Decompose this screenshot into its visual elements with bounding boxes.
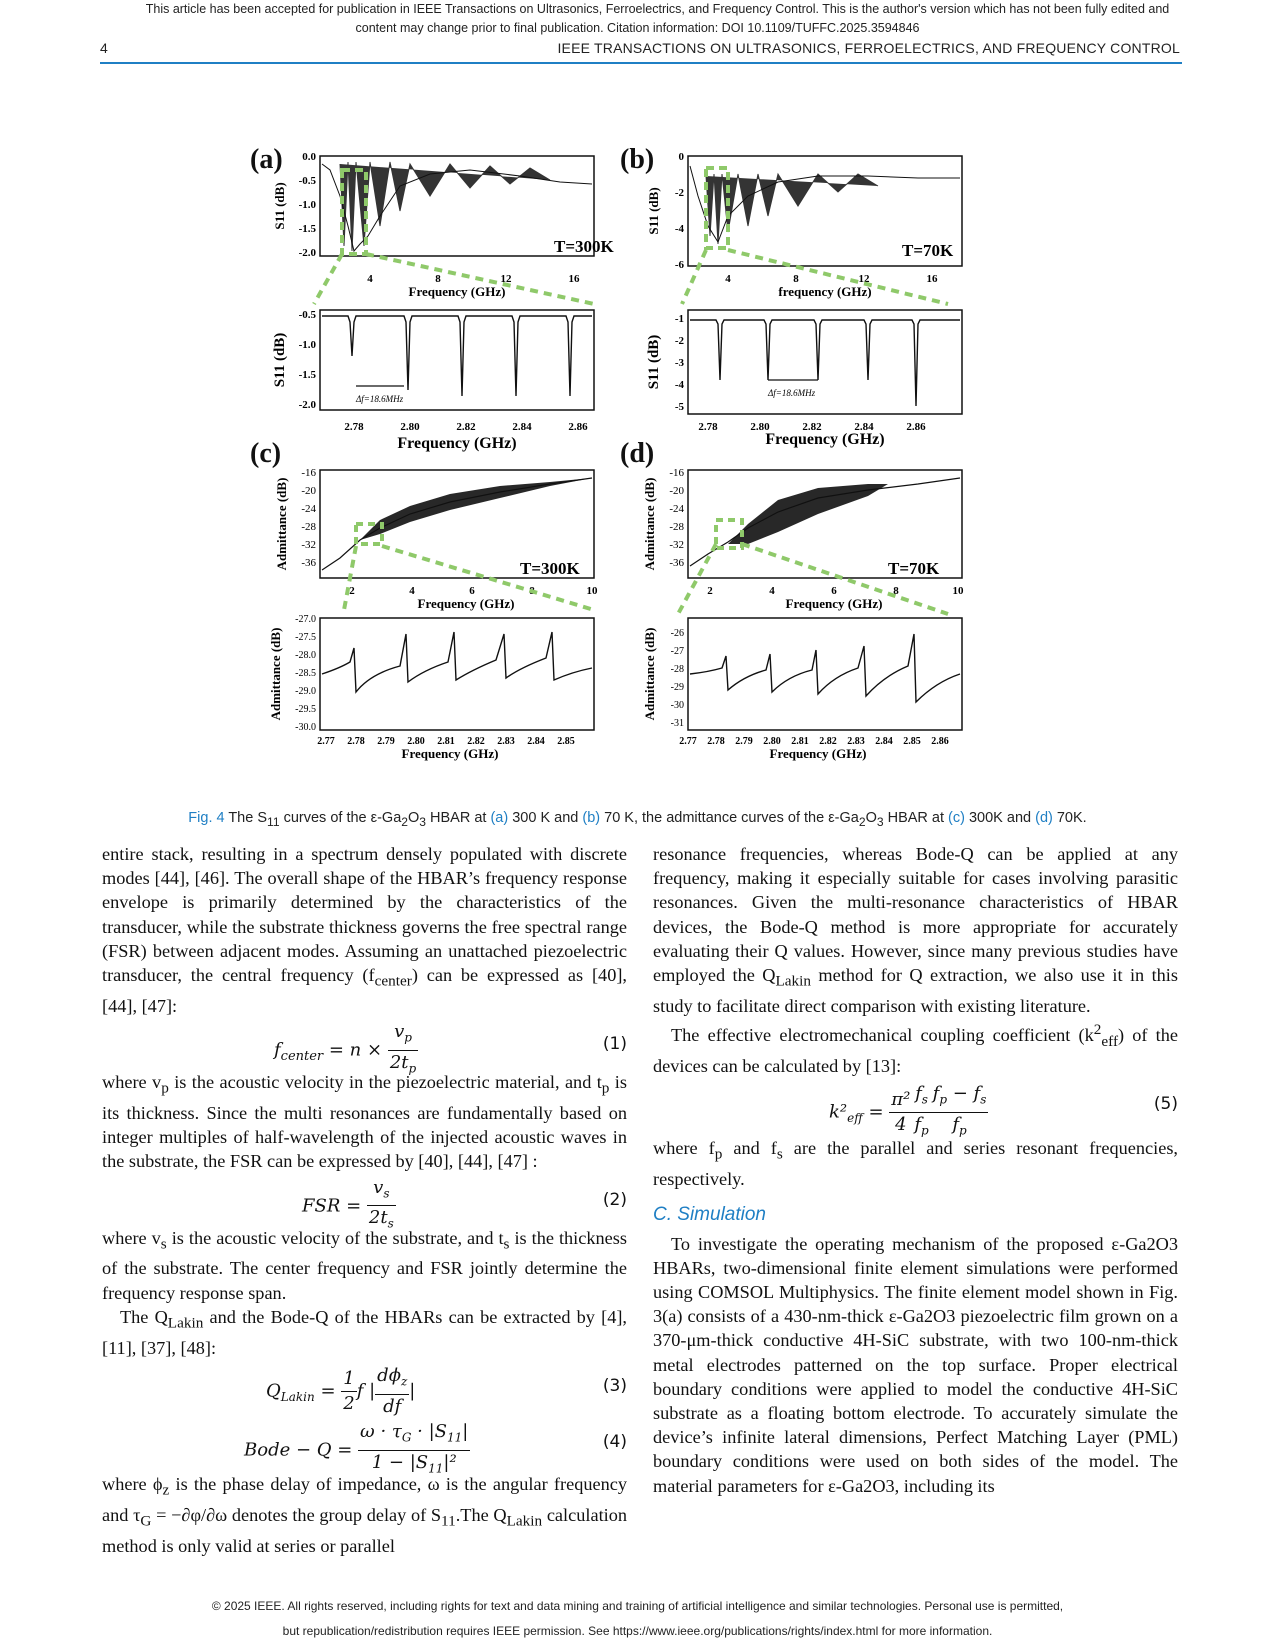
svg-text:Frequency (GHz): Frequency (GHz) (769, 746, 867, 761)
svg-text:-30.0: -30.0 (295, 722, 316, 733)
publication-notice (0, 0, 1275, 38)
footer-line-2: but republication/redistribution requires IEEE permission. See https://www.ieee.org/publications/rights/index.html for more information. (282, 1624, 993, 1638)
notice-line-2: content may change prior to final publication. Citation information: DOI 10.1109/TUFFC.2025.3594846 (355, 21, 920, 35)
svg-text:-2: -2 (674, 187, 684, 199)
svg-text:-28: -28 (670, 664, 684, 675)
svg-text:-29.5: -29.5 (295, 704, 316, 715)
page-number: 4 (100, 40, 108, 56)
svg-text:S11 (dB): S11 (dB) (272, 332, 288, 388)
svg-text:Admittance (dB): Admittance (dB) (642, 477, 657, 571)
panel-d-temp: T=70K (888, 559, 940, 578)
panel-a (272, 151, 615, 299)
svg-text:-20: -20 (669, 485, 684, 497)
equation-5: $k^2_{eff}$ = $\frac{\text{π²}}{4}$ $\frac{f_s}{f_p}$ $\frac{f_p - f_s}{f_p}$ (5) (829, 1083, 1178, 1138)
svg-text:-27.5: -27.5 (295, 632, 316, 643)
svg-text:2.77: 2.77 (679, 736, 697, 747)
svg-text:0.0: 0.0 (302, 151, 316, 163)
paragraph: resonance frequencies, whereas Bode-Q can be applied at any frequency, making it especially suitable for cases involving parasitic resonances. Given the multi-resonance characteristics of HBAR devices, the Bode-Q method is more appropriate for accurately evaluating their Q values. However, since many previous studies have employed the $Q_{Lakin}$ method for Q extraction, we also use it in this study to facilitate direct comparison with existing literature. (653, 844, 1178, 1016)
svg-text:-20: -20 (301, 485, 316, 497)
svg-text:Admittance (dB): Admittance (dB) (642, 627, 657, 721)
equation-1: $f_{center} = n$ × $\frac{v_p}{2t_p}$ (1) (274, 1021, 627, 1076)
svg-text:12: 12 (858, 273, 870, 285)
right-column (653, 842, 1178, 1498)
svg-text:2: 2 (707, 585, 713, 597)
svg-text:2.84: 2.84 (875, 736, 893, 747)
svg-text:2.84: 2.84 (512, 421, 532, 433)
svg-text:2.80: 2.80 (400, 421, 420, 433)
svg-text:2.82: 2.82 (467, 736, 485, 747)
svg-text:2.79: 2.79 (377, 736, 395, 747)
header-rule (100, 62, 1182, 64)
svg-text:-16: -16 (301, 467, 316, 479)
running-header (100, 40, 1180, 62)
panel-b-zoom (646, 310, 962, 448)
paragraph: To investigate the operating mechanism of the proposed ε-Ga2O3 HBARs, two-dimensional finite element simulations were performed using COMSOL Multiphysics. The finite element model shown in Fig. 3(a) consists of a 430-nm-thick ε-Ga2O3 piezoelectric film grown on a 370-μm-thick conductive 4H-SiC substrate, with two 100-nm-thick metal electrodes patterned on the top surface. Proper electrical boundary conditions were applied to model the conductive 4H-SiC substrate as a floating bottom electrode. To accurately simulate the device’s infinite lateral dimensions, Perfect Matching Layer (PML) boundary conditions were used on both sides of the model. The material parameters for ε-Ga2O3, including its (653, 1233, 1178, 1496)
svg-text:Frequency (GHz): Frequency (GHz) (397, 435, 517, 452)
svg-text:-26: -26 (670, 628, 684, 639)
svg-text:2.77: 2.77 (317, 736, 335, 747)
panel-c (274, 467, 598, 611)
svg-text:-31: -31 (670, 718, 684, 729)
svg-text:-2.0: -2.0 (298, 247, 316, 259)
svg-text:-30: -30 (670, 700, 684, 711)
svg-text:0: 0 (678, 151, 684, 163)
svg-text:-16: -16 (669, 467, 684, 479)
svg-text:10: 10 (586, 585, 598, 597)
svg-text:-0.5: -0.5 (298, 309, 316, 321)
svg-text:Frequency (GHz): Frequency (GHz) (417, 596, 515, 611)
svg-text:4: 4 (769, 585, 775, 597)
svg-text:frequency (GHz): frequency (GHz) (778, 284, 872, 299)
svg-text:2.81: 2.81 (437, 736, 455, 747)
svg-text:2.82: 2.82 (456, 421, 476, 433)
section-heading: C. Simulation (653, 1204, 766, 1226)
svg-text:-36: -36 (669, 557, 684, 569)
paragraph: The $Q_{Lakin}$ and the Bode-Q of the HBARs can be extracted by [4], [11], [37], [48]: (102, 1306, 627, 1358)
equation-4: Bode − Q = $\frac{\omega \cdot \tau_G \cdot |S_{11}|}{1 - |S_{11}|^2}$ (4) (244, 1420, 627, 1476)
paragraph: entire stack, resulting in a spectrum densely populated with discrete modes [44], [46]. The overall shape of the HBAR’s frequency response envelope is primarily determined by the characteristics of the transducer, while the substrate thickness governs the free spectral range (FSR) between adjacent modes. Assuming an unattached piezoelectric transducer, the central frequency $(f_{center})$ can be expressed as [40], [44], [47]: (102, 844, 627, 1016)
svg-text:2.84: 2.84 (527, 736, 545, 747)
svg-text:2.78: 2.78 (344, 421, 364, 433)
svg-text:8: 8 (793, 273, 799, 285)
svg-text:2.85: 2.85 (903, 736, 921, 747)
svg-text:2.80: 2.80 (750, 421, 770, 433)
svg-text:-1: -1 (674, 313, 684, 325)
svg-text:-6: -6 (674, 259, 684, 271)
svg-text:-2.0: -2.0 (298, 399, 316, 411)
svg-text:8: 8 (435, 273, 441, 285)
svg-text:6: 6 (469, 585, 475, 597)
svg-text:-32: -32 (669, 539, 684, 551)
svg-text:-1.5: -1.5 (298, 223, 316, 235)
footer-line-1: © 2025 IEEE. All rights reserved, including rights for text and data mining and training of artificial intelligence and similar technologies. Personal use is permitted, (211, 1599, 1064, 1613)
svg-text:6: 6 (831, 585, 837, 597)
panel-d-label: (d) (620, 438, 655, 469)
svg-text:4: 4 (409, 585, 415, 597)
svg-text:S11 (dB): S11 (dB) (272, 182, 287, 230)
svg-text:2.83: 2.83 (847, 736, 865, 747)
svg-text:-27: -27 (670, 646, 684, 657)
svg-text:-2: -2 (674, 335, 684, 347)
svg-text:16: 16 (926, 273, 938, 285)
svg-text:2.82: 2.82 (802, 421, 822, 433)
svg-text:-4: -4 (674, 223, 684, 235)
svg-text:8: 8 (893, 585, 899, 597)
svg-text:Admittance (dB): Admittance (dB) (268, 627, 283, 721)
svg-text:2.86: 2.86 (568, 421, 588, 433)
copyright-footer (0, 1594, 1275, 1644)
svg-text:Admittance (dB): Admittance (dB) (274, 477, 289, 571)
svg-text:2.78: 2.78 (347, 736, 365, 747)
svg-text:4: 4 (725, 273, 731, 285)
svg-text:-28.0: -28.0 (295, 650, 316, 661)
svg-text:Δf=18.6MHz: Δf=18.6MHz (356, 394, 404, 404)
svg-text:10: 10 (952, 585, 964, 597)
panel-c-temp: T=300K (520, 559, 580, 578)
equation-2: FSR = $\frac{v_s}{2t_s}$ (2) (302, 1176, 627, 1231)
svg-text:12: 12 (500, 273, 512, 285)
svg-text:2.83: 2.83 (497, 736, 515, 747)
panel-a-label: (a) (250, 144, 283, 175)
panel-c-zoom (268, 614, 594, 761)
svg-text:Frequency (GHz): Frequency (GHz) (401, 746, 499, 761)
panel-a-temp: T=300K (554, 237, 614, 256)
svg-text:S11 (dB): S11 (dB) (646, 187, 661, 235)
paragraph: where $\phi_z$ is the phase delay of impedance, ω is the angular frequency and $\tau_G = -\partial\varphi/\partial\omega$ denotes the group delay of $S_{11}.The$ $Q_{Lakin}$ calculation method is only valid at series or parallel (102, 1473, 628, 1556)
svg-text:-1.0: -1.0 (298, 199, 316, 211)
paragraph: The effective electromechanical coupling coefficient $(k^2_{eff})$ of the devices can be calculated by [13]: (653, 1021, 1179, 1077)
panel-d-zoom (642, 618, 962, 761)
figure-caption: Fig. 4 The $S_{11}$ curves of the $\varepsilon-Ga_2O_3$ HBAR at (a) 300 K and (b) 70 K, the admittance curves of the $\varepsilon-Ga_2O_3$ HBAR at (c) 300K and (d) 70K. (188, 810, 1087, 829)
svg-text:2: 2 (349, 585, 355, 597)
svg-text:-29: -29 (670, 682, 684, 693)
svg-text:Δf=18.6MHz: Δf=18.6MHz (768, 388, 816, 398)
equation-3: $Q_{Lakin}$ = $\frac{1}{2}$ f | $\frac{d\phi_z}{df}$ | (3) (266, 1364, 627, 1417)
figure-4 (250, 140, 1018, 800)
svg-text:-28.5: -28.5 (295, 668, 316, 679)
panel-c-label: (c) (250, 438, 282, 469)
svg-text:2.78: 2.78 (698, 421, 718, 433)
svg-text:-0.5: -0.5 (298, 175, 316, 187)
svg-text:-3: -3 (674, 357, 684, 369)
svg-text:2.80: 2.80 (763, 736, 781, 747)
svg-text:4: 4 (367, 273, 373, 285)
svg-text:-36: -36 (301, 557, 316, 569)
svg-text:-29.0: -29.0 (295, 686, 316, 697)
svg-text:-28: -28 (669, 521, 684, 533)
left-column (102, 842, 627, 1558)
svg-text:S11 (dB): S11 (dB) (646, 334, 662, 390)
panel-b-temp: T=70K (902, 241, 954, 260)
svg-text:-32: -32 (301, 539, 316, 551)
svg-text:-4: -4 (674, 379, 684, 391)
svg-text:2.86: 2.86 (931, 736, 949, 747)
panel-a-zoom (272, 309, 594, 452)
svg-text:2.80: 2.80 (407, 736, 425, 747)
svg-text:2.78: 2.78 (707, 736, 725, 747)
svg-text:-24: -24 (301, 503, 316, 515)
svg-text:Frequency (GHz): Frequency (GHz) (765, 431, 885, 448)
svg-text:-1.5: -1.5 (298, 369, 316, 381)
panel-d (642, 467, 964, 611)
svg-text:2.86: 2.86 (906, 421, 926, 433)
paragraph: where $v_p$ is the acoustic velocity in the piezoelectric material, and $t_p$ is its thickness. Since the multi resonances are fundamentally based on integer multiples of half-wavelength of the injected acoustic waves in the substrate, the FSR can be expressed by [40], [44], [47] : (102, 1072, 627, 1172)
svg-text:-28: -28 (301, 521, 316, 533)
notice-line-1: This article has been accepted for publication in IEEE Transactions on Ultrasonics, Ferroelectrics, and Frequency Control. This is the author's version which has not been fully edited and (145, 2, 1170, 16)
svg-text:-24: -24 (669, 503, 684, 515)
svg-text:-5: -5 (674, 401, 684, 413)
paragraph: where $f_p$ and $f_s$ are the parallel and series resonant frequencies, respectively. (653, 1138, 1179, 1190)
svg-text:2.81: 2.81 (791, 736, 809, 747)
svg-text:-27.0: -27.0 (295, 614, 316, 625)
paragraph: where $v_s$ is the acoustic velocity of the substrate, and $t_s$ is the thickness of the substrate. The center frequency and FSR jointly determine the frequency response span. (102, 1227, 627, 1303)
svg-text:-1.0: -1.0 (298, 339, 316, 351)
panel-b-label: (b) (620, 144, 655, 175)
svg-text:2.79: 2.79 (735, 736, 753, 747)
svg-text:Frequency (GHz): Frequency (GHz) (785, 596, 883, 611)
journal-title: IEEE TRANSACTIONS ON ULTRASONICS, FERROELECTRICS, AND FREQUENCY CONTROL (557, 40, 1180, 56)
svg-text:2.82: 2.82 (819, 736, 837, 747)
svg-text:2.85: 2.85 (557, 736, 575, 747)
svg-text:16: 16 (568, 273, 580, 285)
svg-text:2.84: 2.84 (854, 421, 874, 433)
svg-text:Frequency (GHz): Frequency (GHz) (408, 284, 506, 299)
